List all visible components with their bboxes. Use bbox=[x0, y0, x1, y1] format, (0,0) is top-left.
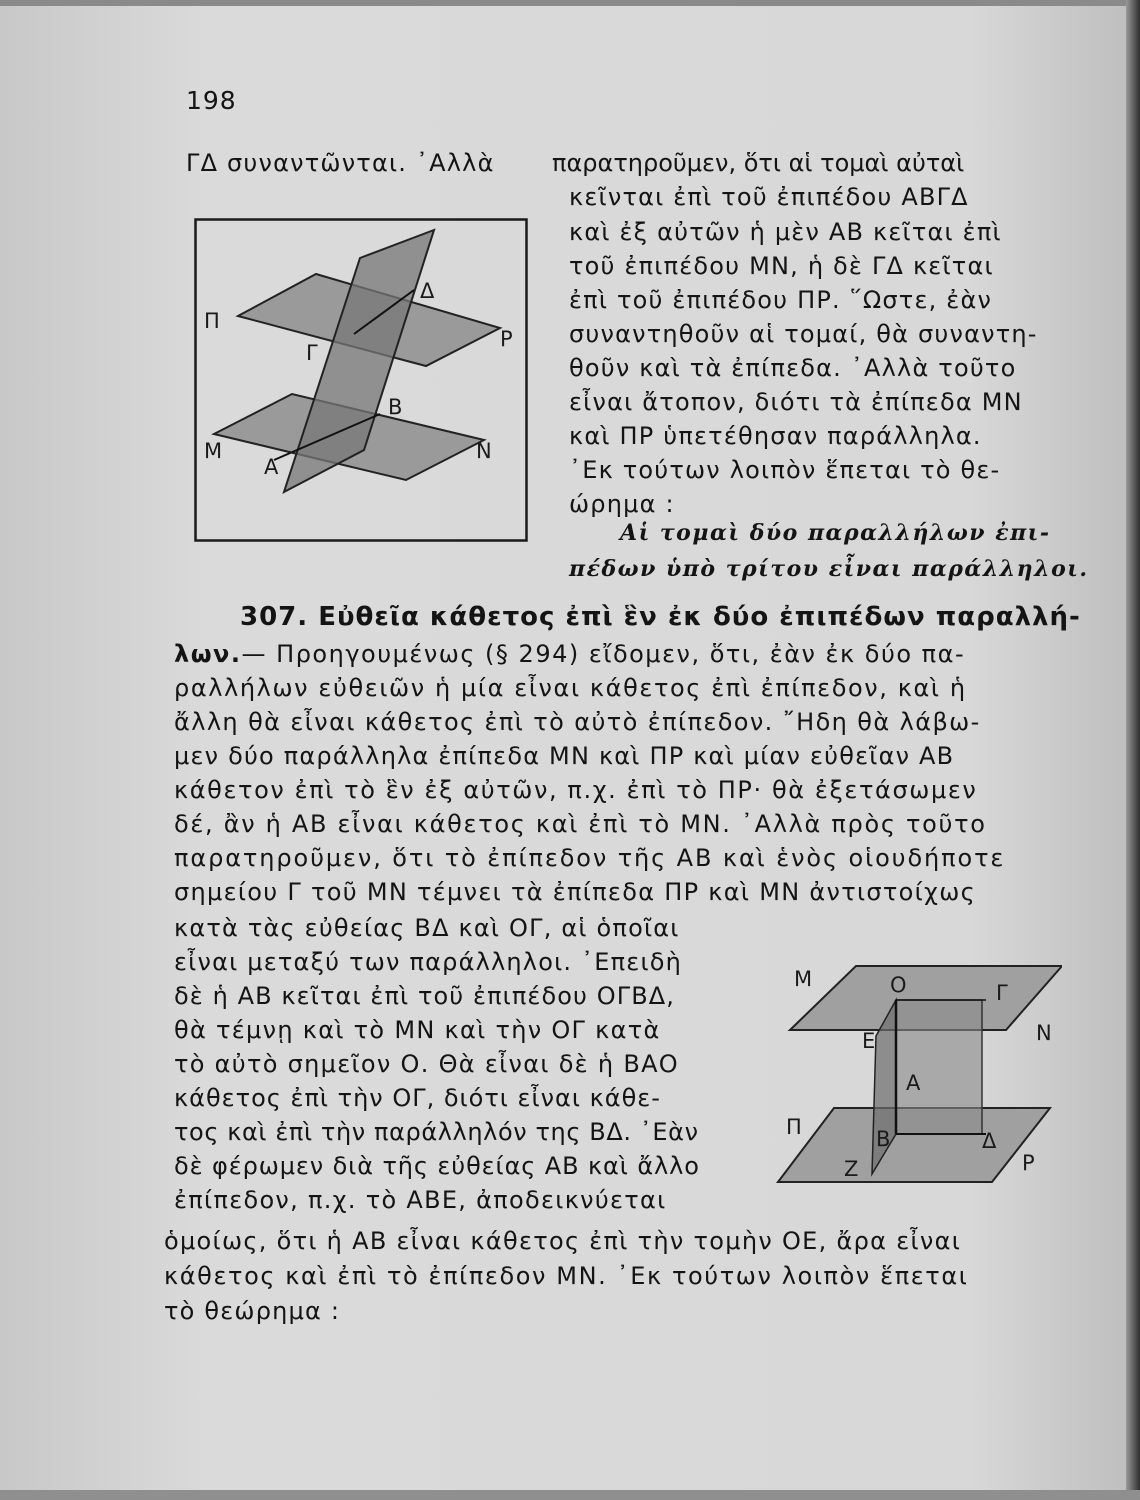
right-column-line: ώρημα : bbox=[569, 490, 675, 518]
left-column-line: τος καὶ ἐπὶ τὴν παράλληλόν της ΒΔ. ᾿Εὰν bbox=[174, 1118, 699, 1146]
right-column-line: ᾿Εκ τούτων λοιπὸν ἕπεται τὸ θε- bbox=[569, 456, 1001, 484]
label-a: Α bbox=[264, 455, 279, 479]
label-delta: Δ bbox=[982, 1129, 997, 1153]
left-column-line: τὸ αὐτὸ σημεῖον Ο. Θὰ εἶναι δὲ ἡ ΒΑΟ bbox=[174, 1050, 679, 1078]
scan-top-edge bbox=[0, 0, 1140, 6]
left-column-line: κατὰ τὰς εὐθείας ΒΔ καὶ ΟΓ, αἱ ὁποῖαι bbox=[174, 914, 680, 942]
label-b: Β bbox=[876, 1127, 891, 1151]
label-a: Α bbox=[906, 1071, 921, 1095]
right-column-line: καὶ ΠΡ ὑπετέθησαν παράλληλα. bbox=[569, 422, 982, 450]
label-gamma: Γ bbox=[306, 341, 318, 365]
label-o: Ο bbox=[890, 973, 907, 997]
body-line: ἄλλη θὰ εἶναι κάθετος ἐπὶ τὸ αὐτὸ ἐπίπεδον. ῎Ηδη θὰ λάβω- bbox=[174, 708, 981, 736]
label-m: Μ bbox=[204, 439, 223, 463]
plane-ogbd bbox=[896, 1000, 982, 1134]
first-line-left: ΓΔ συναντῶνται. ᾿Αλλὰ bbox=[186, 149, 495, 177]
body-line: μεν δύο παράλληλα ἐπίπεδα ΜΝ καὶ ΠΡ καὶ μίαν εὐθεῖαν ΑΒ bbox=[174, 742, 955, 770]
left-column-line: δὲ ἡ ΑΒ κεῖται ἐπὶ τοῦ ἐπιπέδου ΟΓΒΔ, bbox=[174, 982, 676, 1010]
right-column-line: τοῦ ἐπιπέδου ΜΝ, ἡ δὲ ΓΔ κεῖται bbox=[569, 252, 994, 280]
body-line: παρατηροῦμεν, ὅτι τὸ ἐπίπεδον τῆς ΑΒ καὶ ἑνὸς οἱουδήποτε bbox=[174, 844, 1006, 872]
label-p: Π bbox=[204, 309, 220, 333]
label-delta: Δ bbox=[420, 279, 435, 303]
label-e: Ε bbox=[862, 1029, 876, 1053]
heading-continuation-text: — Προηγουμένως (§ 294) εἴδομεν, ὅτι, ἐὰν ἐκ δύο πα- bbox=[241, 640, 966, 668]
right-column-line: κεῖνται ἐπὶ τοῦ ἐπιπέδου ΑΒΓΔ bbox=[569, 183, 969, 211]
left-column-line: ἐπίπεδον, π.χ. τὸ ΑΒΕ, ἀποδεικνύεται bbox=[174, 1186, 667, 1214]
theorem-line: Αἱ τομαὶ δύο παραλλήλων ἐπι- bbox=[620, 520, 1051, 546]
right-column-line: καὶ ἐξ αὐτῶν ἡ μὲν ΑΒ κεῖται ἐπὶ bbox=[569, 218, 1002, 246]
label-rho: Ρ bbox=[500, 327, 513, 351]
page-number: 198 bbox=[186, 86, 237, 115]
closing-line: τὸ θεώρημα : bbox=[164, 1297, 341, 1325]
closing-line: ὁμοίως, ὅτι ἡ ΑΒ εἶναι κάθετος ἐπὶ τὴν τομὴν ΟΕ, ἄρα εἶναι bbox=[164, 1227, 962, 1255]
left-column-line: θὰ τέμνῃ καὶ τὸ ΜΝ καὶ τὴν ΟΓ κατὰ bbox=[174, 1016, 661, 1044]
label-z: Ζ bbox=[844, 1157, 859, 1181]
right-column-line: εἶναι ἄτοπον, διότι τὰ ἐπίπεδα ΜΝ bbox=[569, 388, 1023, 416]
figure-perpendicular-line bbox=[772, 948, 1062, 1198]
label-rho: Ρ bbox=[1022, 1151, 1035, 1175]
body-line: ραλλήλων εὐθειῶν ἡ μία εἶναι κάθετος ἐπὶ ἐπίπεδον, καὶ ἡ bbox=[174, 674, 967, 702]
closing-line: κάθετος καὶ ἐπὶ τὸ ἐπίπεδον ΜΝ. ᾿Εκ τούτων λοιπὸν ἕπεται bbox=[164, 1262, 969, 1290]
label-p: Π bbox=[786, 1115, 802, 1139]
heading-end: λων. bbox=[174, 640, 242, 668]
left-column-line: εἶναι μεταξύ των παράλληλοι. ᾿Επειδὴ bbox=[174, 948, 683, 976]
scan-bottom-edge bbox=[0, 1490, 1140, 1500]
left-column-line: δὲ φέρωμεν διὰ τῆς εὐθείας ΑΒ καὶ ἄλλο bbox=[174, 1152, 700, 1180]
label-n: Ν bbox=[476, 439, 492, 463]
body-line: δέ, ἂν ἡ ΑΒ εἶναι κάθετος καὶ ἐπὶ τὸ ΜΝ. ᾿Αλλὰ πρὸς τοῦτο bbox=[174, 810, 987, 838]
right-column-line: συναντηθοῦν αἱ τομαί, θὰ συναντη- bbox=[569, 320, 1038, 348]
body-line: κάθετον ἐπὶ τὸ ἓν ἐξ αὐτῶν, π.χ. ἐπὶ τὸ ΠΡ· θὰ ἐξετάσωμεν bbox=[174, 776, 978, 804]
theorem-line: πέδων ὑπὸ τρίτου εἶναι παράλληλοι. bbox=[569, 556, 1089, 582]
section-heading-continuation bbox=[174, 639, 965, 669]
label-gamma: Γ bbox=[996, 981, 1008, 1005]
body-line: σημείου Γ τοῦ ΜΝ τέμνει τὰ ἐπίπεδα ΠΡ καὶ ΜΝ ἀντιστοίχως bbox=[174, 878, 976, 906]
first-line-right bbox=[552, 148, 1070, 178]
label-b: Β bbox=[388, 395, 403, 419]
label-n: Ν bbox=[1036, 1021, 1052, 1045]
label-m: Μ bbox=[794, 967, 813, 991]
scan-right-edge bbox=[1126, 0, 1140, 1500]
first-line-right-text: παρατηροῦμεν, ὅτι αἱ τομαὶ αὐταὶ bbox=[552, 149, 965, 177]
right-column-line: θοῦν καὶ τὰ ἐπίπεδα. ᾿Αλλὰ τοῦτο bbox=[569, 354, 1017, 382]
right-column-line: ἐπὶ τοῦ ἐπιπέδου ΠΡ. ῞Ωστε, ἐὰν bbox=[569, 286, 993, 314]
figure-parallel-planes bbox=[194, 218, 528, 542]
section-heading: 307. Εὐθεῖα κάθετος ἐπὶ ἓν ἐκ δύο ἐπιπέδων παραλλή- bbox=[240, 602, 1081, 632]
left-column-line: κάθετος ἐπὶ τὴν ΟΓ, διότι εἶναι κάθε- bbox=[174, 1084, 661, 1112]
